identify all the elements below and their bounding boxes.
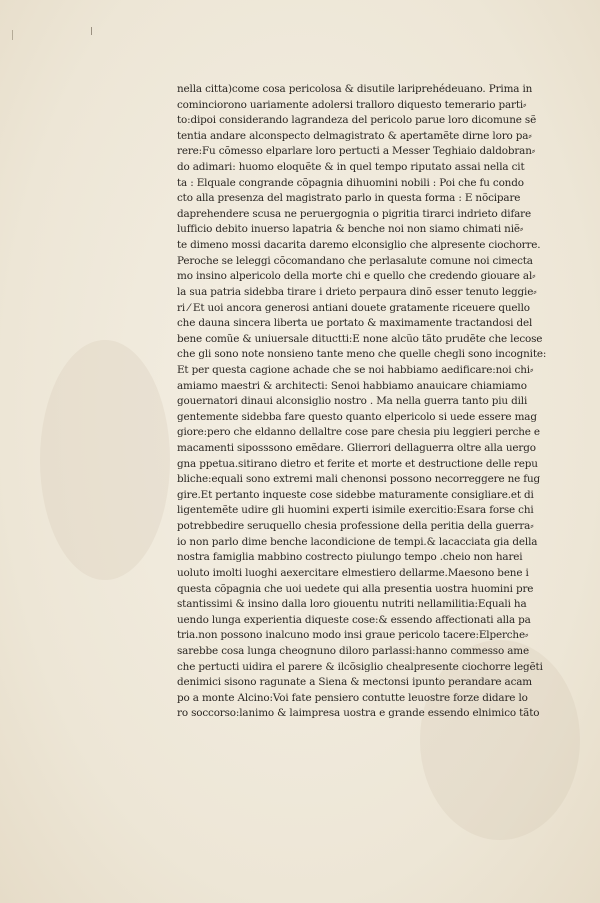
text-line: denimici sisono ragunate a Siena & mectonsi ipunto perandare acam <box>177 676 533 689</box>
text-line: che gli sono note nonsieno tante meno che quelle chegli sono incognite: <box>177 348 547 361</box>
text-line: gna ppetua.sitirano dietro et ferite et morte et destructione delle repu <box>177 457 538 470</box>
text-line: rere:Fu cõmesso elparlare loro pertucti a Messer Teghiaio daldobran⸗ <box>177 145 536 158</box>
text-line: ro soccorso:lanimo & laimpresa uostra e grande essendo elnimico tãto <box>177 707 540 720</box>
text-block <box>177 82 562 722</box>
text-line: uendo lunga experientia diqueste cose:& essendo affectionati alla pa <box>177 613 531 626</box>
text-line: amiamo maestri & architecti: Senoi habbiamo anauicare chiamiamo <box>177 379 527 392</box>
text-line: gouernatori dinaui alconsiglio nostro . Ma nella guerra tanto piu dili <box>177 395 528 408</box>
text-line: la sua patria sidebba tirare i drieto perpaura dinõ esser tenuto leggie⸗ <box>177 285 537 298</box>
text-line: te dimeno mossi dacarita daremo elconsiglio che alpresente ciochorre. <box>177 239 541 252</box>
text-line: potrebbedire seruquello chesia professione della peritia della guerra⸗ <box>177 520 534 533</box>
text-line: gentemente sidebba fare questo quanto elpericolo si uede essere mag <box>177 410 537 423</box>
text-line: gire.Et pertanto inqueste cose sidebbe maturamente consigliare.et di <box>177 488 534 501</box>
text-line: giore:pero che eldanno dellaltre cose pare chesia piu leggieri perche e <box>177 426 540 439</box>
margin-mark <box>12 30 13 40</box>
text-line: nella citta)come cosa pericolosa & disutile lariprehédeuano. Prima in <box>177 83 533 95</box>
text-line: sarebbe cosa lunga cheognuno diloro parlassi:hanno commesso ame <box>177 644 529 657</box>
text-line: po a monte Alcino:Voi fate pensiero contutte leuostre forze didare lo <box>177 691 528 704</box>
text-line: tentia andare alconspecto delmagistrato & apertamẽte dirne loro pa⸗ <box>177 129 532 142</box>
text-line: lufficio debito inuerso lapatria & benche noi non siamo chimati niẽ⸗ <box>177 223 524 236</box>
text-line: questa cõpagnia che uoi uedete qui alla presentia uostra huomini pre <box>177 582 534 595</box>
text-line: ri ⁄ Et uoi ancora generosi antiani douete gratamente riceuere quello <box>177 301 530 314</box>
text-line: io non parlo dime benche lacondicione de tempi.& lacacciata gia della <box>177 535 538 548</box>
text-line: daprehendere scusa ne peruergognia o pigritia tirarci indrieto difare <box>177 207 531 220</box>
text-line: tria.non possono inalcuno modo insi graue pericolo tacere:Elperche⸗ <box>177 629 529 642</box>
text-line: do adimari: huomo eloquẽte & in quel tempo riputato assai nella cit <box>177 161 525 174</box>
text-line: nostra famiglia mabbino costrecto piulungo tempo .cheio non harei <box>177 551 523 564</box>
text-line: ta : Elquale congrande cõpagnia dihuomini nobili : Poi che fu condo <box>177 176 524 189</box>
paper-stain <box>40 340 170 580</box>
text-line: macamenti siposssono emẽdare. Glierrori dellaguerra oltre alla uergo <box>177 442 536 455</box>
text-line: to:dipoi considerando lagrandeza del pericolo parue loro dicomune sẽ <box>177 114 537 127</box>
text-line: cto alla presenza del magistrato parlo in questa forma : E nõcipare <box>177 192 521 205</box>
text-line: stantissimi & insino dalla loro giouentu nutriti nellamilitia:Equali ha <box>177 598 527 611</box>
margin-mark <box>91 27 92 35</box>
text-line: bliche:equali sono extremi mali chenonsi possono necorreggere ne fug <box>177 473 541 486</box>
text-line: che pertucti uidira el parere & ilcõsiglio chealpresente ciochorre legẽti <box>177 660 543 673</box>
text-line: cominciorono uariamente adolersi tralloro diquesto temerario parti⸗ <box>177 98 527 111</box>
text-line: uoluto imolti luoghi aexercitare elmestiero dellarme.Maesono bene i <box>177 566 529 579</box>
text-line: Et per questa cagione achade che se noi habbiamo aedificare:noi chi⸗ <box>177 363 534 376</box>
text-line: bene comũe & uniuersale dituctti:E none alcũo tãto prudẽte che lecose <box>177 332 543 345</box>
text-line: che dauna sincera liberta ue portato & maximamente tractandosi del <box>177 317 533 330</box>
text-line: mo insino alpericolo della morte chi e quello che credendo giouare al⸗ <box>177 270 536 283</box>
text-line: ligentemẽte udire gli huomini experti isimile exercitio:Esara forse chi <box>177 504 534 517</box>
text-line: Peroche se leleggi cõcomandano che perlasalute comune noi cimecta <box>177 254 533 267</box>
